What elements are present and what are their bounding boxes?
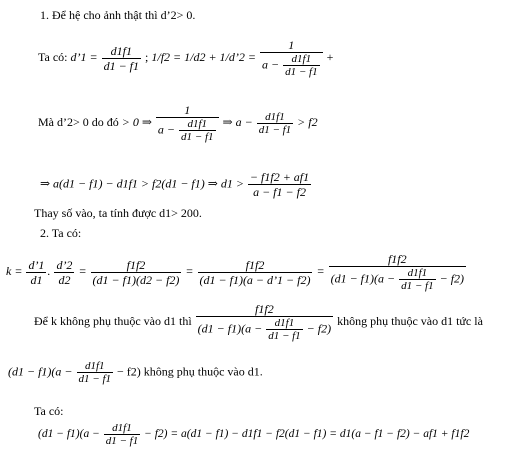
- frac-den: d1 − f1: [285, 66, 318, 78]
- frac-num: − f1f2 + af1: [249, 170, 310, 184]
- implies: ⇒: [222, 114, 233, 129]
- gt0: > 0 ⇒: [121, 114, 152, 129]
- frac-den: d1 − f1: [401, 280, 434, 292]
- plus: +: [326, 49, 334, 64]
- frac-den: d1 − f1: [105, 435, 139, 447]
- frac-den: d1 − f1: [258, 123, 292, 136]
- frac-num: f1f2: [196, 302, 333, 317]
- frac-big1: [260, 38, 323, 78]
- frac-den: (d1 − f1)(a − d’1 − f2): [199, 272, 311, 287]
- frac-num: d1f1: [266, 317, 302, 330]
- item2-final-line: [38, 422, 469, 447]
- frac-den: [156, 118, 219, 143]
- item2-heading: [40, 226, 81, 241]
- frac-inner: [77, 360, 113, 385]
- eq: =: [185, 263, 194, 278]
- frac-num: d1f1: [257, 111, 293, 124]
- frac-den: (d1 − f1)(d2 − f2): [92, 272, 180, 287]
- item2-heading-text: 2. Ta có:: [40, 226, 82, 240]
- item2-k-line: [6, 252, 467, 292]
- frac-den: [329, 267, 466, 292]
- frac-da1-d1: [26, 258, 46, 287]
- frac-num: d1f1: [102, 44, 141, 59]
- frac-den: a − f1 − f2: [253, 185, 306, 199]
- eq-1f2: 1/f2 = 1/d2 + 1/d’2 =: [151, 49, 256, 64]
- k-lhs: k =: [6, 263, 23, 278]
- frac-k-a: [91, 258, 182, 287]
- semicolon: ;: [145, 49, 149, 64]
- den-c-post: − f2): [439, 271, 465, 286]
- substitute-text: Thay số vào, ta tính được d1> 200.: [34, 206, 202, 220]
- frac-k-c: [329, 252, 466, 292]
- den-c-post: − f2): [306, 321, 332, 336]
- gt-f2: > f2: [297, 114, 318, 129]
- frac-den: d1: [30, 272, 43, 287]
- frac-big2: [156, 103, 219, 143]
- dek-tail: không phụ thuộc vào d1 tức là: [337, 313, 483, 328]
- final-post: − f2) = a(d1 − f1) − d1f1 − f2(d1 − f1) = d1(a − f1 − f2) − af1 + f1f2: [144, 428, 470, 441]
- frac-d1f1: [257, 111, 293, 136]
- frac-inner: [399, 267, 435, 292]
- frac-inner: [179, 118, 215, 143]
- den-c-pre: (d1 − f1)(a −: [330, 271, 396, 286]
- frac-k-b: [198, 258, 313, 287]
- frac-den: [260, 53, 323, 78]
- frac-num: f1f2: [198, 258, 313, 273]
- mado-text: Mà d’2> 0 do đó: [38, 114, 119, 129]
- eq: =: [316, 263, 325, 278]
- frac-num: f1f2: [329, 252, 466, 267]
- item2-expr-line: [8, 360, 263, 385]
- frac-d1-result: [248, 170, 311, 199]
- taco-label-2: Ta có:: [34, 404, 64, 418]
- a-minus: a −: [261, 57, 280, 72]
- frac-num: 1: [260, 38, 323, 53]
- frac-dek: [196, 302, 333, 342]
- frac-den: d1 − f1: [268, 330, 301, 342]
- frac-num: d1f1: [179, 118, 215, 131]
- item1-line4: [40, 170, 312, 199]
- frac-num: d1f1: [77, 360, 113, 373]
- expr-post: − f2) không phụ thuộc vào d1.: [117, 364, 263, 379]
- frac-inner: [104, 422, 140, 447]
- frac-den: d1 − f1: [103, 58, 140, 73]
- eq-da1: d’1 =: [70, 49, 98, 64]
- frac-den: d2: [58, 272, 71, 287]
- frac-inner: [266, 317, 302, 342]
- frac-num: d’1: [28, 257, 45, 272]
- dot: .: [47, 263, 51, 278]
- frac-num: d’2: [56, 257, 73, 272]
- frac-den: d1 − f1: [78, 373, 112, 385]
- frac-d1f1: [102, 44, 141, 73]
- item2-taco: [34, 404, 63, 419]
- frac-num: d1f1: [104, 422, 140, 435]
- item1-substitute: [34, 206, 202, 221]
- frac-num: 1: [156, 103, 219, 118]
- frac-num: d1f1: [399, 267, 435, 280]
- eq: =: [78, 263, 87, 278]
- item2-dek-line: [34, 302, 483, 342]
- item1-heading: [40, 8, 195, 23]
- item1-eq1-line: [38, 38, 333, 78]
- a-minus: a −: [235, 114, 253, 129]
- line4-text: ⇒ a(d1 − f1) − d1f1 > f2(d1 − f1) ⇒ d1 >: [40, 176, 244, 191]
- frac-num: f1f2: [91, 258, 182, 273]
- frac-num: d1f1: [283, 53, 319, 66]
- final-pre: (d1 − f1)(a −: [38, 428, 100, 441]
- frac-inner: [283, 53, 319, 78]
- a-minus: a −: [157, 122, 176, 137]
- expr-pre: (d1 − f1)(a −: [8, 364, 73, 379]
- taco-label: Ta có:: [38, 49, 68, 64]
- item1-mado-line: [38, 103, 318, 143]
- dek-text: Để k không phụ thuộc vào d1 thì: [34, 313, 192, 328]
- frac-den: d1 − f1: [181, 131, 214, 143]
- frac-da2-d2: [54, 258, 74, 287]
- frac-den: [196, 317, 333, 342]
- item1-heading-text: 1. Để hệ cho ảnh thật thì d’2> 0.: [40, 8, 196, 22]
- den-c-pre: (d1 − f1)(a −: [197, 321, 263, 336]
